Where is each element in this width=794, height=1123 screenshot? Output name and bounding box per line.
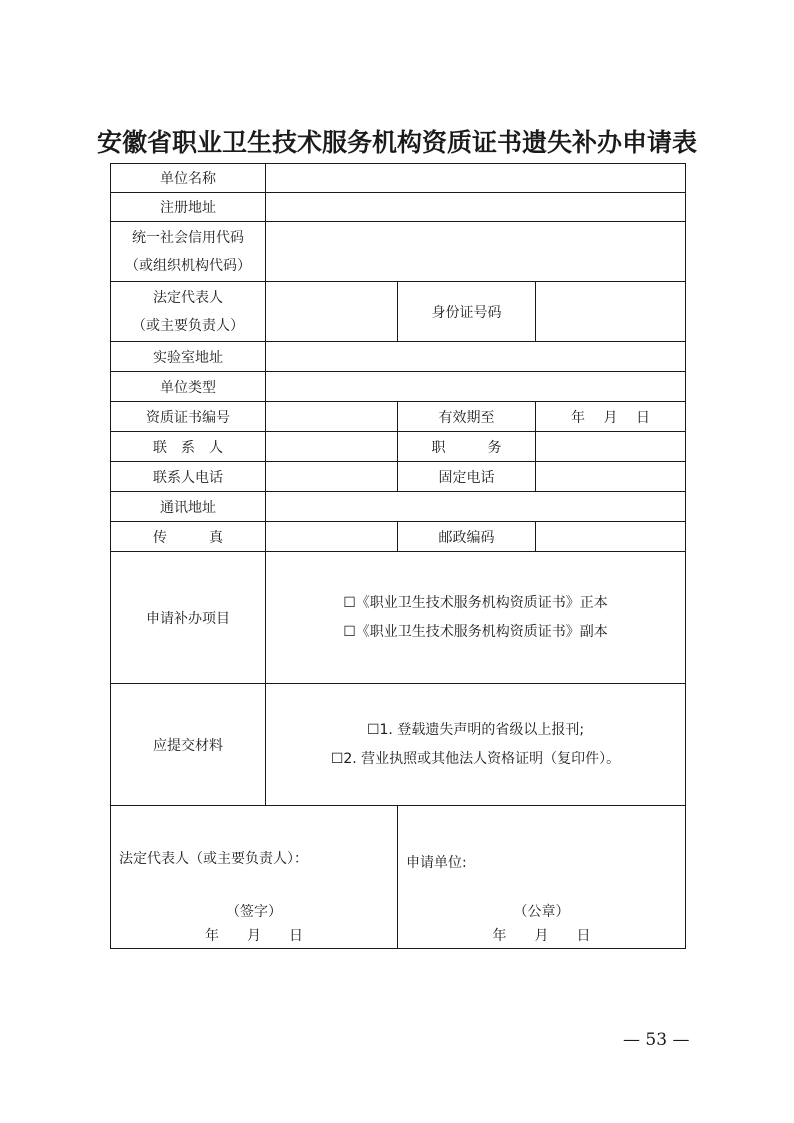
materials-options <box>266 684 686 806</box>
position-label: 职 务 <box>398 432 536 462</box>
credit-code-field[interactable] <box>266 222 686 282</box>
cert-number-field[interactable] <box>266 402 398 432</box>
contact-field[interactable] <box>266 432 398 462</box>
applicant-seal-cell[interactable] <box>398 806 686 949</box>
fax-field[interactable] <box>266 522 398 552</box>
cert-number-label: 资质证书编号 <box>111 402 266 432</box>
legal-rep-signature-cell[interactable] <box>111 806 398 949</box>
applicant-unit-label: 申请单位: <box>406 855 467 871</box>
valid-until-label: 有效期至 <box>398 402 536 432</box>
credit-code-label-line1: 统一社会信用代码 <box>132 229 244 246</box>
unit-name-field[interactable] <box>266 164 686 193</box>
seal-date: 年 月 日 <box>492 928 591 944</box>
postcode-label: 邮政编码 <box>398 522 536 552</box>
legal-rep-signature-label: 法定代表人（或主要负责人）： <box>119 851 308 867</box>
application-form-table <box>110 163 686 949</box>
contact-label: 联 系 人 <box>111 432 266 462</box>
position-field[interactable] <box>536 432 686 462</box>
signature-hint: （签字） <box>226 904 282 920</box>
contact-phone-label: 联系人电话 <box>111 462 266 492</box>
fax-label: 传 真 <box>111 522 266 552</box>
valid-until-date[interactable]: 年 月 日 <box>536 402 686 432</box>
postcode-field[interactable] <box>536 522 686 552</box>
id-number-label: 身份证号码 <box>398 282 536 342</box>
signature-date: 年 月 日 <box>205 928 303 944</box>
mail-address-field[interactable] <box>266 492 686 522</box>
mail-address-label: 通讯地址 <box>111 492 266 522</box>
unit-name-label: 单位名称 <box>111 164 266 193</box>
page-number: — 53 — <box>623 1030 690 1050</box>
reg-address-field[interactable] <box>266 193 686 222</box>
apply-items-label: 申请补办项目 <box>111 552 266 684</box>
legal-rep-label <box>111 282 266 342</box>
seal-hint: （公章） <box>513 904 570 920</box>
material-option-newspaper[interactable]: ☐1. 登载遗失声明的省级以上报刊; <box>366 721 585 738</box>
landline-field[interactable] <box>536 462 686 492</box>
credit-code-label <box>111 222 266 282</box>
form-title: 安徽省职业卫生技术服务机构资质证书遗失补办申请表 <box>96 128 697 157</box>
legal-rep-label-line2: （或主要负责人） <box>132 317 244 334</box>
landline-label: 固定电话 <box>398 462 536 492</box>
contact-phone-field[interactable] <box>266 462 398 492</box>
apply-items-options <box>266 552 686 684</box>
legal-rep-field[interactable] <box>266 282 398 342</box>
unit-type-field[interactable] <box>266 372 686 402</box>
materials-label: 应提交材料 <box>111 684 266 806</box>
apply-option-original[interactable]: ☐《职业卫生技术服务机构资质证书》正本 <box>343 594 608 611</box>
credit-code-label-line2: （或组织机构代码） <box>125 257 251 274</box>
unit-type-label: 单位类型 <box>111 372 266 402</box>
lab-address-field[interactable] <box>266 342 686 372</box>
reg-address-label: 注册地址 <box>111 193 266 222</box>
apply-option-copy[interactable]: ☐《职业卫生技术服务机构资质证书》副本 <box>343 623 608 640</box>
material-option-license[interactable]: ☐2. 营业执照或其他法人资格证明（复印件）。 <box>330 750 621 767</box>
legal-rep-label-line1: 法定代表人 <box>153 289 223 306</box>
lab-address-label: 实验室地址 <box>111 342 266 372</box>
id-number-field[interactable] <box>536 282 686 342</box>
